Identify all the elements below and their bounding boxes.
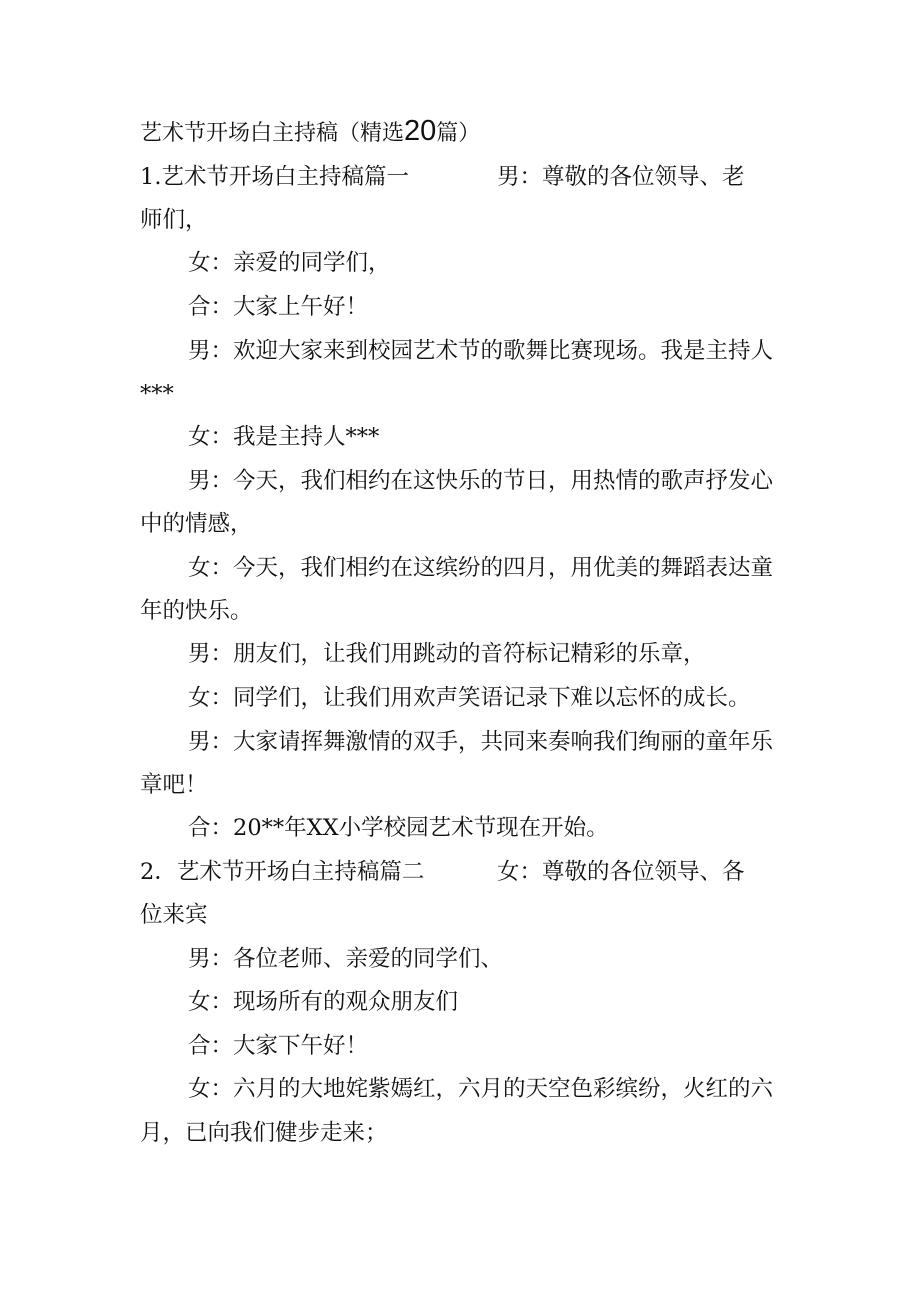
paragraph-line: 合：大家上午好！	[188, 294, 369, 320]
paragraph-line: ***	[140, 381, 174, 407]
paragraph-line: 女：现场所有的观众朋友们	[188, 989, 459, 1015]
paragraph-line: 章吧！	[140, 772, 208, 798]
section2-first-line-cont: 位来宾	[140, 902, 208, 928]
section1-first-line: 男：尊敬的各位领导、老	[497, 164, 745, 190]
paragraph-line: 合：20**年XX小学校园艺术节现在开始。	[188, 815, 609, 841]
paragraph-line: 合：大家下午好！	[188, 1033, 369, 1059]
paragraph-line: 男：大家请挥舞激情的双手，共同来奏响我们绚丽的童年乐	[188, 729, 774, 755]
paragraph-line: 女：六月的大地姹紫嫣红，六月的天空色彩缤纷，火红的六	[188, 1076, 774, 1102]
section2-heading: 2．艺术节开场白主持稿篇二	[140, 859, 425, 885]
title-suffix: 篇）	[436, 121, 481, 146]
section1-heading: 1.艺术节开场白主持稿篇一	[140, 164, 409, 190]
paragraph-line: 男：各位老师、亲爱的同学们、	[188, 946, 504, 972]
title-number: 20	[404, 115, 437, 147]
paragraph-line: 女：亲爱的同学们，	[188, 250, 391, 276]
section2-first-line: 女：尊敬的各位领导、各	[497, 859, 745, 885]
paragraph-line: 女：同学们，让我们用欢声笑语记录下难以忘怀的成长。	[188, 685, 751, 711]
paragraph-line: 月，已向我们健步走来；	[140, 1120, 388, 1146]
section1-first-line-cont: 师们，	[140, 207, 208, 233]
paragraph-line: 女：我是主持人***	[188, 424, 380, 450]
paragraph-line: 年的快乐。	[140, 598, 253, 624]
title-prefix: 艺术节开场白主持稿（精选	[140, 121, 405, 146]
paragraph-line: 男：今天，我们相约在这快乐的节日，用热情的歌声抒发心	[188, 468, 774, 494]
paragraph-line: 中的情感，	[140, 511, 253, 537]
paragraph-line: 男：欢迎大家来到校园艺术节的歌舞比赛现场。我是主持人	[188, 338, 774, 364]
paragraph-line: 男：朋友们，让我们用跳动的音符标记精彩的乐章，	[188, 641, 706, 667]
paragraph-line: 女：今天，我们相约在这缤纷的四月，用优美的舞蹈表达童	[188, 555, 774, 581]
document-title	[140, 114, 480, 151]
